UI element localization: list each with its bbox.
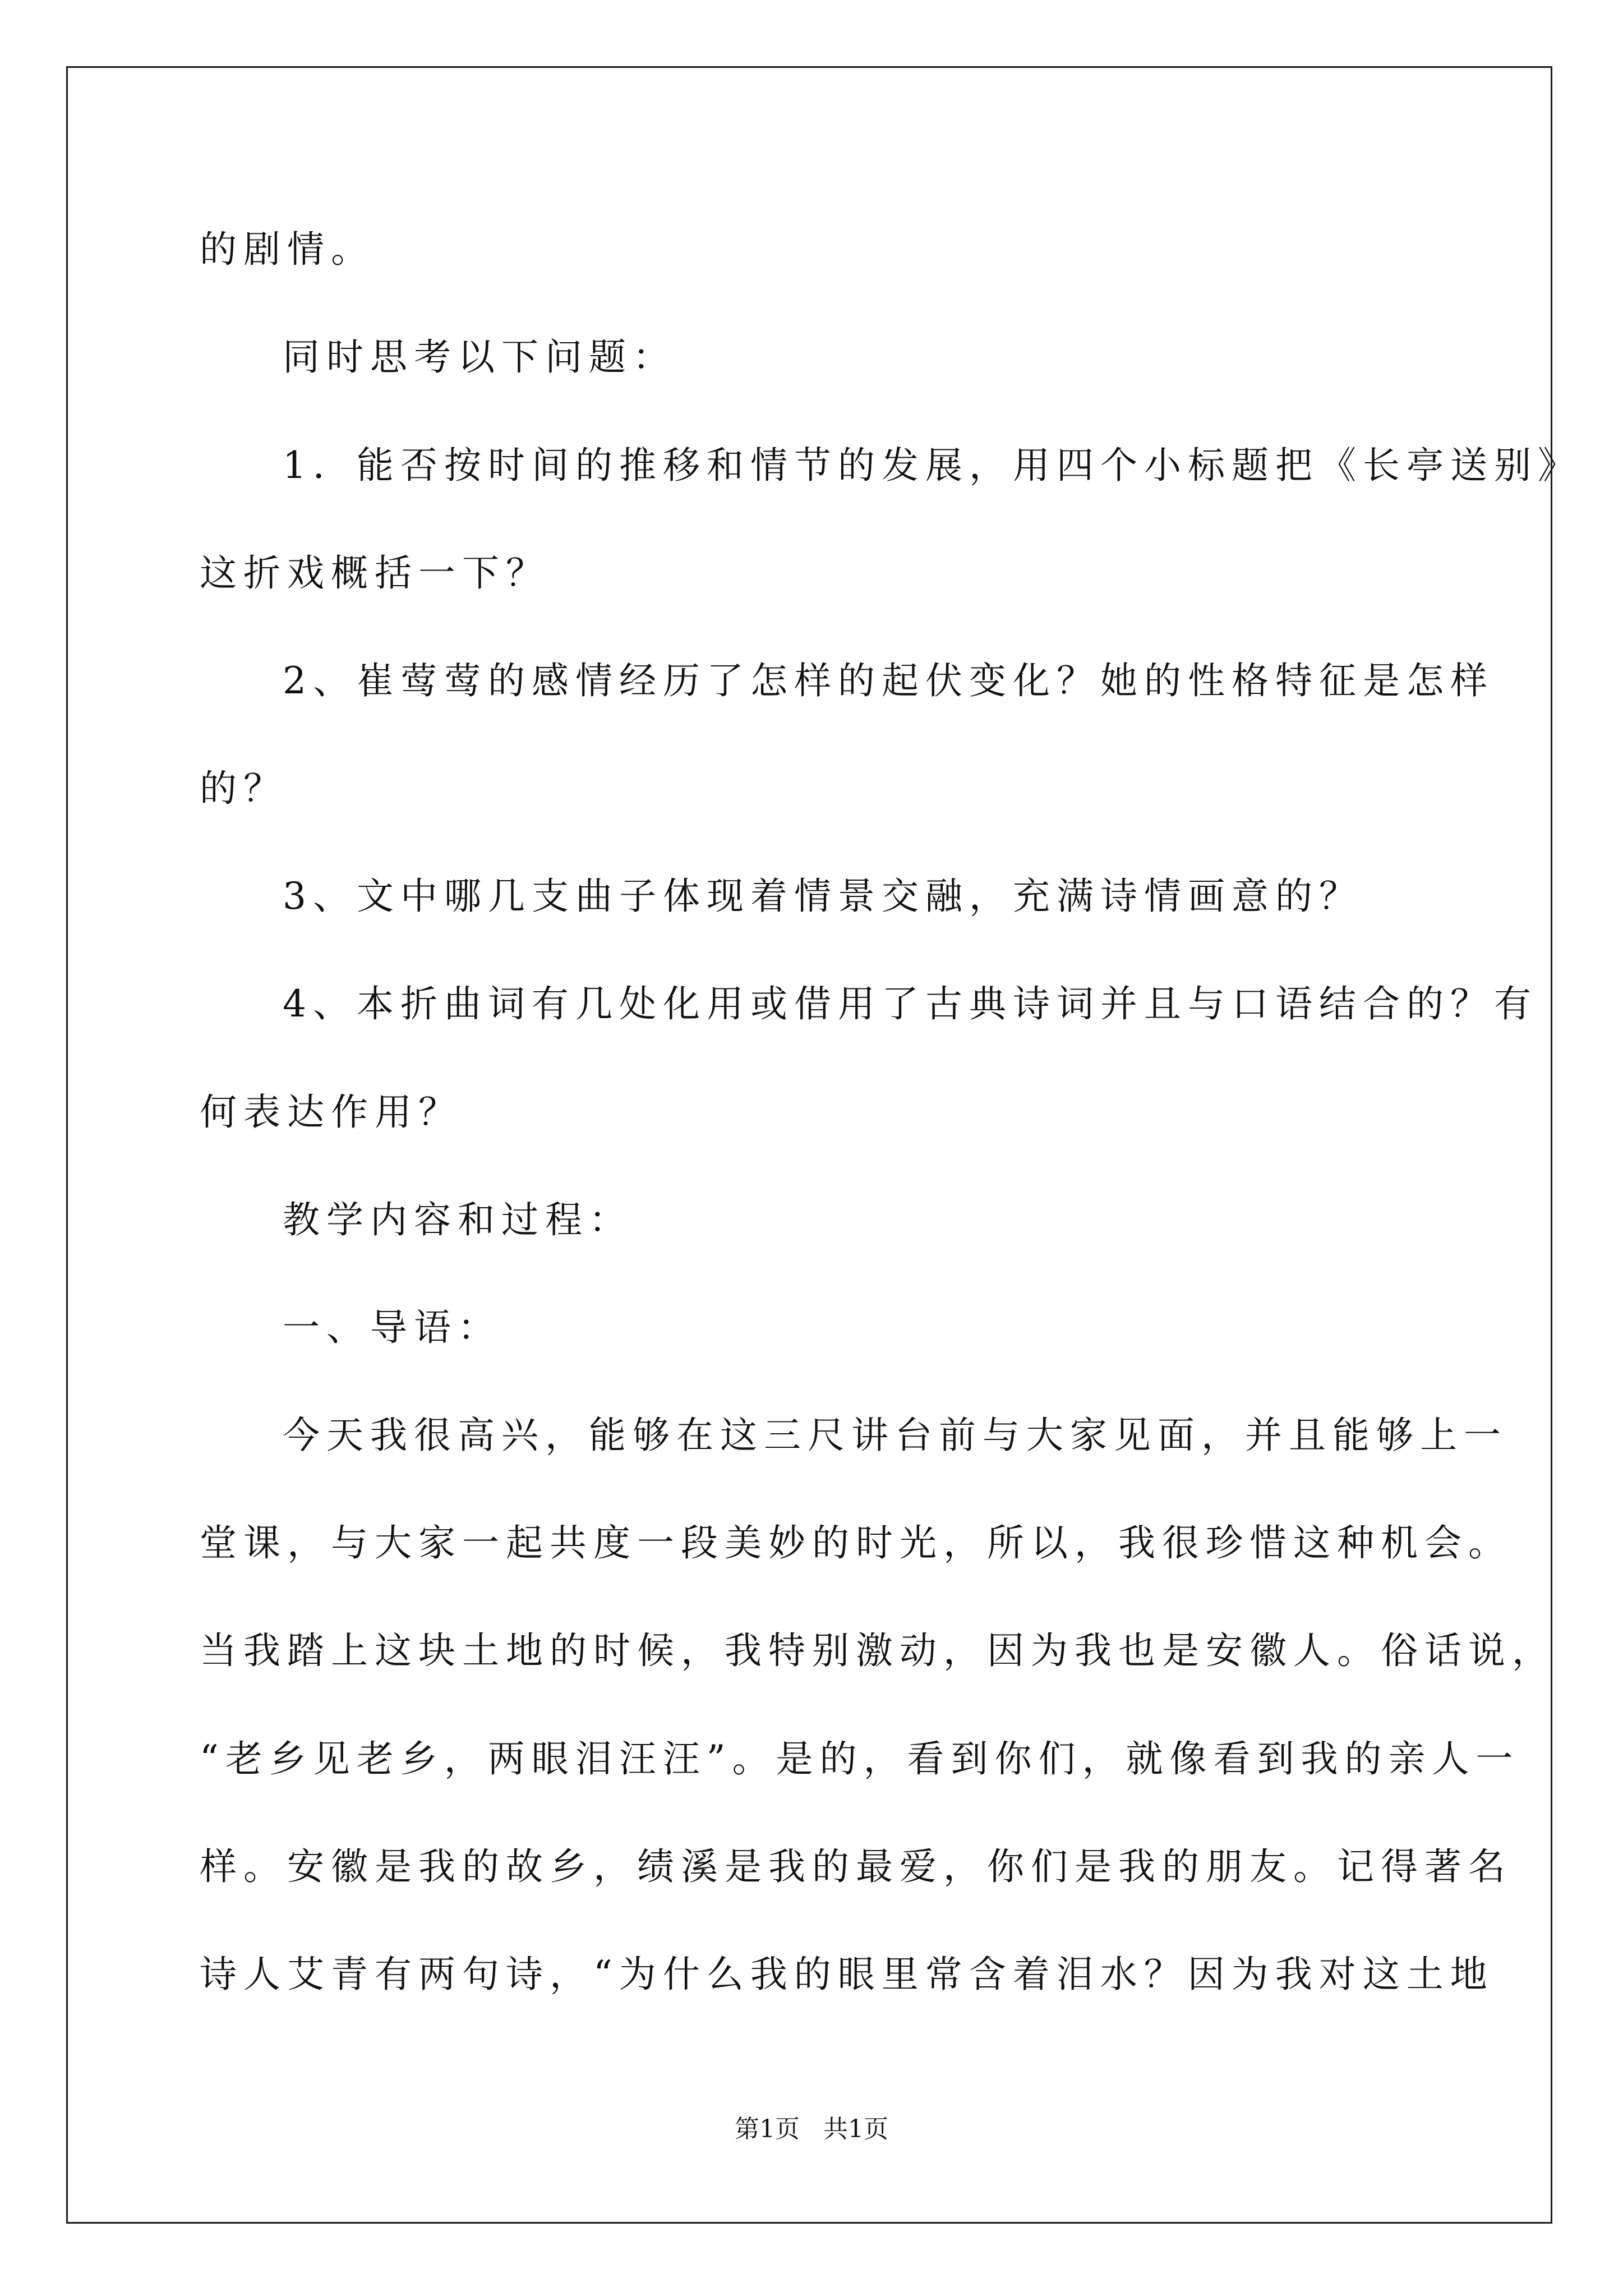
text-line: 同时思考以下问题： [283,335,676,379]
page-number: 第1页 共1页 [735,2115,888,2143]
text-line: 一、导语： [283,1306,501,1349]
text-line: 样。安徽是我的故乡，绩溪是我的最爱，你们是我的朋友。记得著名 [200,1845,1512,1888]
text-line: 4、本折曲词有几处化用或借用了古典诗词并且与口语结合的？有 [283,982,1538,1025]
text-line: “老乡见老乡，两眼泪汪汪”。是的，看到你们，就像看到我的亲人一 [200,1737,1520,1780]
text-line: 诗人艾青有两句诗，“为什么我的眼里常含着泪水？因为我对这土地 [200,1953,1494,1996]
text-line: 当我踏上这块土地的时候，我特别激动，因为我也是安徽人。俗话说， [200,1629,1556,1672]
text-line: 的剧情。 [200,228,375,271]
text-line: 这折戏概括一下？ [200,551,550,595]
page-border [66,66,1552,2224]
text-line: 2、崔莺莺的感情经历了怎样的起伏变化？她的性格特征是怎样 [283,659,1494,702]
text-line: 教学内容和过程： [283,1198,633,1241]
text-line: 1．能否按时间的推移和情节的发展，用四个小标题把《长亭送别》 [283,444,1581,487]
text-line: 的？ [200,767,287,810]
text-line: 何表达作用？ [200,1091,462,1134]
text-line: 3、文中哪几支曲子体现着情景交融，充满诗情画意的？ [283,875,1363,918]
text-line: 堂课，与大家一起共度一段美妙的时光，所以，我很珍惜这种机会。 [200,1521,1512,1565]
text-line: 今天我很高兴，能够在这三尺讲台前与大家见面，并且能够上一 [283,1414,1507,1457]
